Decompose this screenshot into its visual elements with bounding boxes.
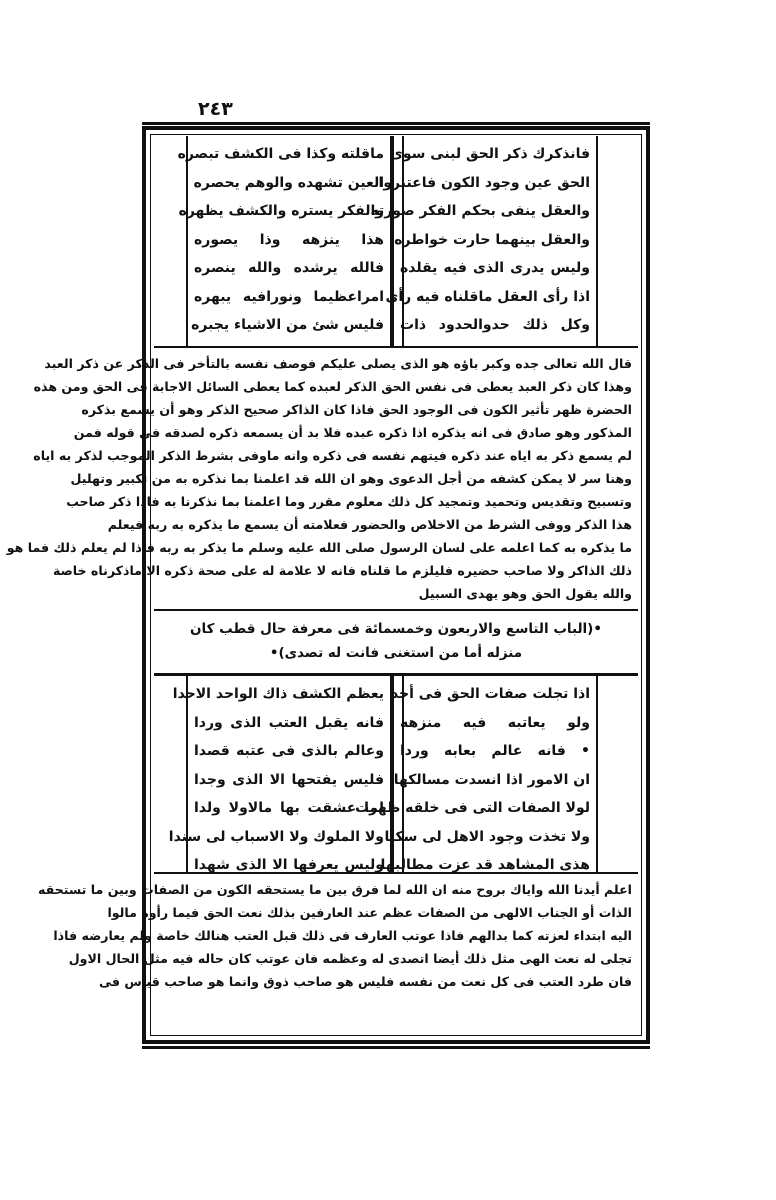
- verse-line: ولا الملوك ولا الاسباب لى سندا: [168, 828, 384, 845]
- verse-line: هذا ينزهه وذا يصوره: [194, 231, 384, 248]
- verse-line: امراعظيما ونورافيه يبهره: [194, 288, 384, 305]
- page-frame: [6, 126, 650, 1044]
- verse-line: ماقلته وكذا فى الكشف تبصره: [177, 146, 384, 162]
- verse-line: فليس شئ من الاشياء يجبره: [191, 317, 384, 333]
- verse-line: ولا تخذت وجود الاهل لى سكنا: [384, 828, 590, 845]
- prose-line: وتسبيح وتقديس وتحميد وتمجيد كل ذلك معلوم مقرر وما اعلمنا بما نذكرنا به فاذا ذكر صاحب: [66, 494, 632, 509]
- prose-line: وهنا سر لا يمكن كشفه من أجل الدعوى وهو ان الله قد اعلمنا بما نذكره به من تكبير وتهليل: [70, 471, 632, 486]
- prose-line: ذلك الذاكر ولا صاحب حضيره فليلزم ما قلناه فانه لا علامة له على صحة ذكره الا ماذكرناه خاصة: [52, 563, 632, 578]
- verse-column-divider: [392, 676, 404, 872]
- prose-line: اليه ابتداء لعزته كما بدالهم فاذا عوتب العارف فى ذلك قبل العتب هنالك خاصة ولم يعارضه فاذا: [53, 928, 632, 943]
- chapter-heading-line-2: منزله أما من استغنى فانت له تصدى)•: [269, 645, 523, 661]
- verse-line: اذا تجلت صفات الحق فى أحد: [390, 686, 590, 702]
- verse-line: والفكر يستره والكشف يظهره: [178, 203, 384, 219]
- top-verse-left-column: [177, 136, 392, 346]
- prose-line: ما يذكره به كما اعلمه على لسان الرسول صلى الله عليه وسلم ما يذكر به ربه فاذا لم يعلم ذلك فما هو: [6, 540, 632, 555]
- prose-line: تجلى له نعت الهى مثل ذلك أيضا اتصدى له وعظمه فان عوتب كان حاله فيه مثل الحال الاول: [68, 951, 632, 966]
- top-verse-right-column: [370, 136, 598, 346]
- prose-line: قال الله تعالى جده وكبر باؤه هو الذى يصلى عليكم فوصف نفسه بالتأخر فى الذكر عن ذكر العبد: [44, 356, 632, 371]
- verse-line: وكل ذلك حدوالحدود ذات: [400, 317, 590, 333]
- top-verse-block: [154, 136, 638, 348]
- verse-line: • فانه عالم بعابه وردا: [400, 743, 590, 759]
- verse-line: لولا الصفات التى فى خلقه ظهرت: [355, 800, 590, 816]
- verse-line: لما عشقت بها مالاولا ولدا: [194, 800, 384, 816]
- prose-line: الذات أو الجناب الالهى من الصفات عظم عند العارفين بذلك نعت الحق فيما رأوه مالوا: [107, 905, 632, 920]
- verse-line: فليس يفتحها الا الذى وجدا: [194, 771, 384, 788]
- page-content: [6, 136, 638, 1034]
- prose-line: وهذا كان ذكر العبد يعطى فى نفس الحق الذكر لعبده كما يعطى السائل الاجابة فى الحق ومن هذه: [33, 379, 632, 394]
- verse-column-divider: [392, 136, 404, 346]
- verse-line: العين تشهده والوهم يحصره: [193, 174, 384, 191]
- verse-line: ولو يعاتبه فيه منزهه: [400, 714, 590, 731]
- prose-line: اعلم أيدنا الله واياك بروح منه ان الله لما فرق بين ما يستحقه الكون من الصفات وبين ما تستحقه: [37, 882, 632, 897]
- prose-paragraph-2: [37, 874, 638, 997]
- verse-line: وليس يعرفها الا الذى شهدا: [194, 857, 384, 873]
- verse-line: فانذكرك ذكر الحق لبنى سوى: [390, 146, 590, 162]
- chapter-heading-line-1: •(الباب التاسع والاربعون وخمسمائة فى معرفة حال قطب كان: [190, 621, 602, 637]
- prose-line: المذكور وهو صادق فى انه يذكره اذا ذكره عبده فلا بد أن يسمعه ذكره لصدقه فى قوله فمن: [73, 425, 632, 440]
- verse-line: وعالم بالذى فى عتبه قصدا: [194, 743, 384, 759]
- verse-line: وليس يدرى الذى فيه يقلده: [400, 260, 590, 276]
- verse-line: والعقل بينهما حارت خواطره: [394, 231, 590, 248]
- chapter-heading: [154, 611, 638, 676]
- prose-line: فان طرد العتب فى كل نعت من نفسه فليس هو صاحب ذوق وانما هو صاحب قياس فى: [98, 974, 632, 989]
- verse-line: ان الامور اذا انسدت مسالكها: [393, 771, 590, 788]
- prose-line: والله يقول الحق وهو يهدى السبيل: [418, 586, 632, 601]
- bottom-verse-left-column: [168, 676, 392, 873]
- verse-line: الحق عين وجود الكون فاعتبروا: [378, 174, 590, 191]
- verse-line: فالله يرشده والله ينصره: [194, 260, 384, 276]
- verse-line: هذى المشاهد قد عزت مطالبها: [380, 857, 590, 873]
- prose-paragraph-1: [6, 348, 638, 611]
- prose-line: الحضرة ظهر تأثير الكون فى الوجود الحق فاذا كان الذاكر صحيح الذكر وهو أن يسمع بذكره: [81, 402, 632, 417]
- bottom-verse-right-column: [355, 676, 598, 873]
- page-number: ٢٤٣: [198, 98, 233, 120]
- bottom-verse-block: [154, 676, 638, 874]
- verse-line: والعقل ينفى بحكم الفكر صورته: [370, 203, 590, 219]
- verse-line: اذا رأى العقل ماقلناه فيه رأى: [385, 288, 590, 305]
- verse-line: فانه يقبل العتب الذى وردا: [194, 714, 384, 731]
- verse-line: يعظم الكشف ذاك الواحد الاحدا: [172, 686, 384, 702]
- prose-line: هذا الذكر ووفى الشرط من الاخلاص والحضور فعلامته أن يسمع ما يذكره به ربه فيعلم: [107, 517, 632, 532]
- prose-line: لم يسمع ذكر به اياه عند ذكره فيتهم نفسه فى ذكره وانه ماوفى بشرط الذكر الموجب لذكر به اياه: [33, 448, 632, 463]
